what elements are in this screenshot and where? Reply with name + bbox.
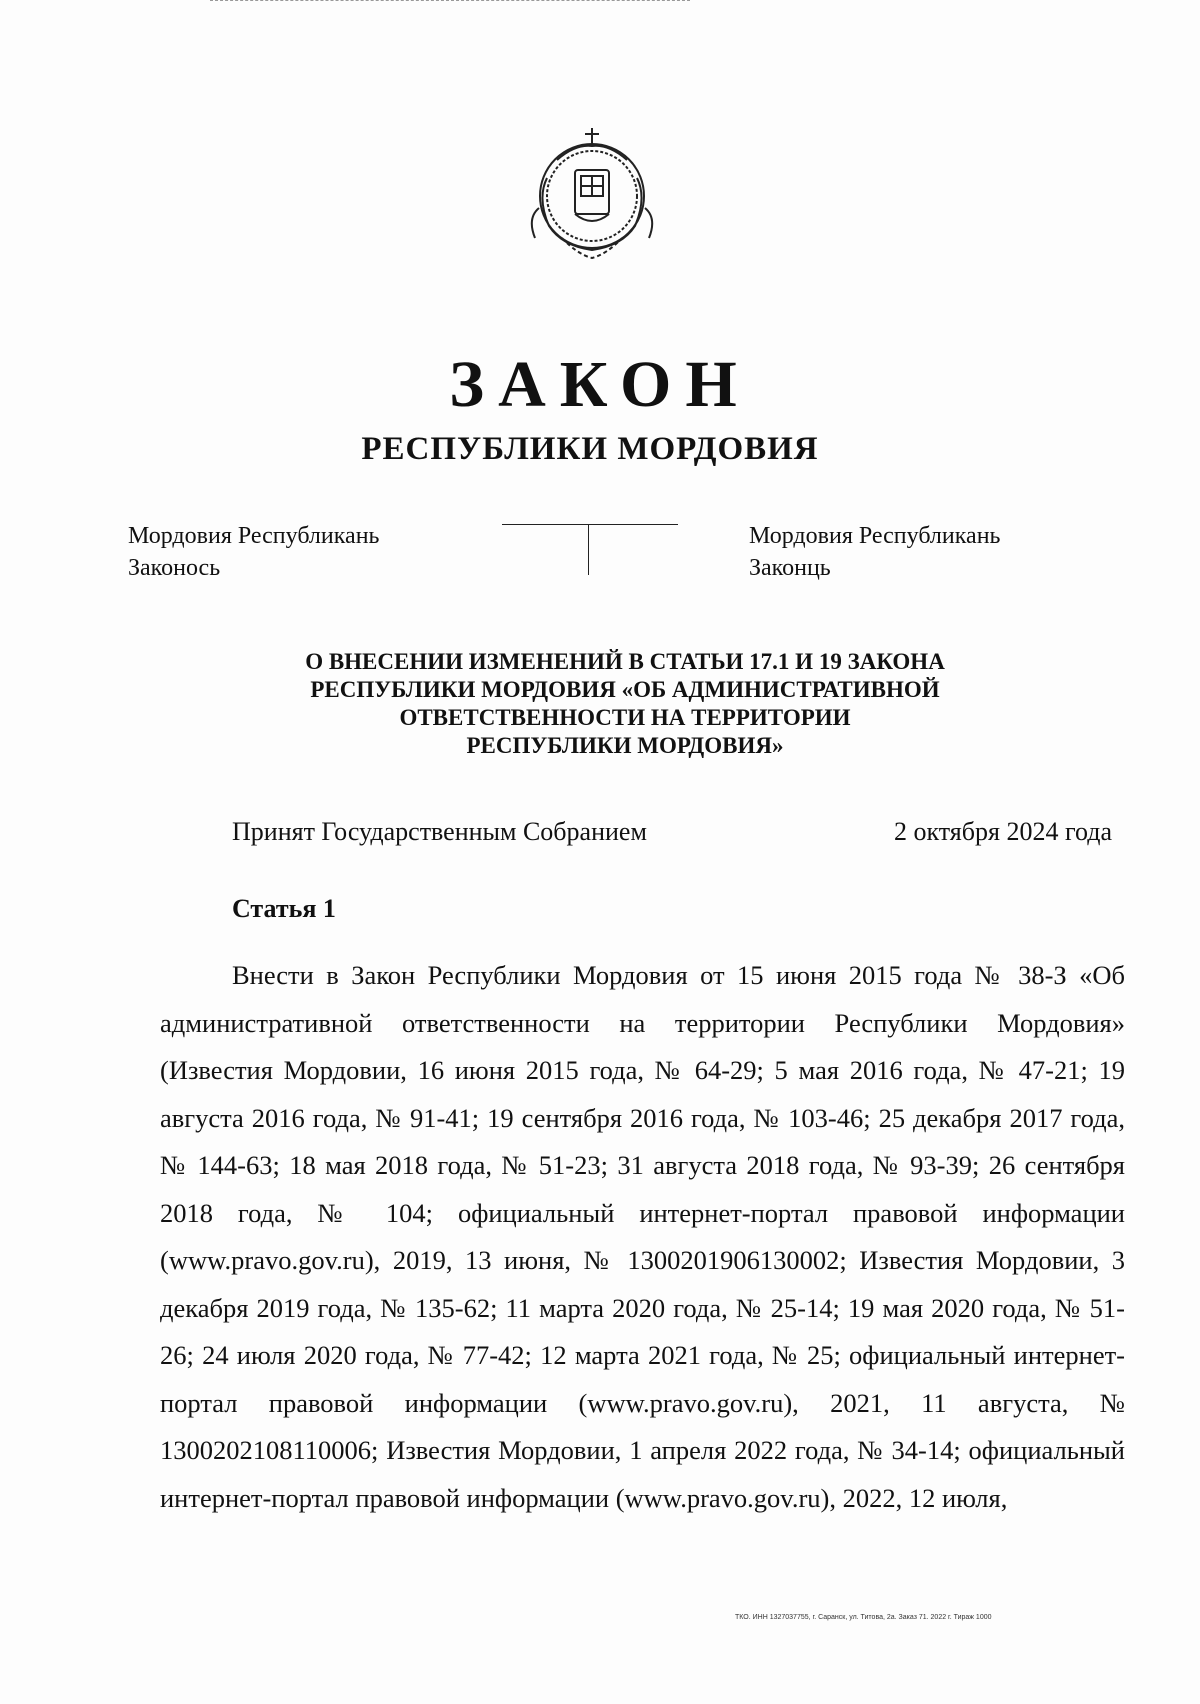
adoption-line bbox=[232, 816, 1112, 848]
article-title: Статья 1 bbox=[232, 894, 336, 923]
right-line-1: Мордовия Республикань bbox=[749, 523, 1001, 549]
right-line-2: Законць bbox=[749, 555, 831, 581]
right-mordovian-title bbox=[749, 520, 1000, 584]
law-title: ЗАКОН bbox=[449, 348, 751, 421]
law-subtitle: РЕСПУБЛИКИ МОРДОВИЯ bbox=[361, 431, 819, 467]
print-footer: ТКО. ИНН 1327037755, г. Саранск, ул. Титова, 2а. Заказ 71. 2022 г. Тираж 1000 bbox=[735, 1614, 992, 1621]
heading-line-2: РЕСПУБЛИКИ МОРДОВИЯ «ОБ АДМИНИСТРАТИВНОЙ bbox=[310, 677, 940, 702]
law-heading bbox=[250, 648, 1000, 760]
adopted-date: 2 октября 2024 года bbox=[894, 817, 1112, 846]
article-body: Внести в Закон Республики Мордовия от 15 июня 2015 года № 38-З «Об административной ответственности на территории Республики Мордовия» (Известия Мордовии, 16 июня 2015 года, № 64-29; 5 мая 2016 года, № 47-21; 19 августа 2016 года, № 91-41; 19 сентября 2016 года, № 103-46; 25 декабря 2017 года, № 144-63; 18 мая 2018 года, № 51-23; 31 августа 2018 года, № 93-39; 26 сентября 2018 года, № 104; официальный интернет-портал правовой информации (www.pravo.gov.ru), 2019, 13 июня, № 1300201906130002; Известия Мордовии, 3 декабря 2019 года, № 135-62; 11 марта 2020 года, № 25-14; 19 мая 2020 года, № 51-26; 24 июля 2020 года, № 77-42; 12 марта 2021 года, № 25; официальный интернет-портал правовой информации (www.pravo.gov.ru), 2021, 11 августа, № 1300202108110006; Известия Мордовии, 1 апреля 2022 года, № 34-14; официальный интернет-портал правовой информации (www.pravo.gov.ru), 2022, 12 июля, bbox=[160, 960, 1125, 1513]
coat-of-arms-emblem-icon bbox=[517, 118, 667, 268]
heading-line-1: О ВНЕСЕНИИ ИЗМЕНЕНИЙ В СТАТЬИ 17.1 И 19 ЗАКОНА bbox=[305, 649, 945, 674]
number-date-divider bbox=[502, 524, 678, 575]
heading-line-4: РЕСПУБЛИКИ МОРДОВИЯ» bbox=[466, 733, 784, 758]
heading-line-3: ОТВЕТСТВЕННОСТИ НА ТЕРРИТОРИИ bbox=[399, 705, 851, 730]
adopted-by: Принят Государственным Собранием bbox=[232, 817, 647, 846]
scan-edge-line bbox=[210, 0, 690, 1]
left-mordovian-title bbox=[128, 520, 379, 584]
left-line-2: Законось bbox=[128, 555, 221, 581]
left-line-1: Мордовия Республикань bbox=[128, 523, 380, 549]
